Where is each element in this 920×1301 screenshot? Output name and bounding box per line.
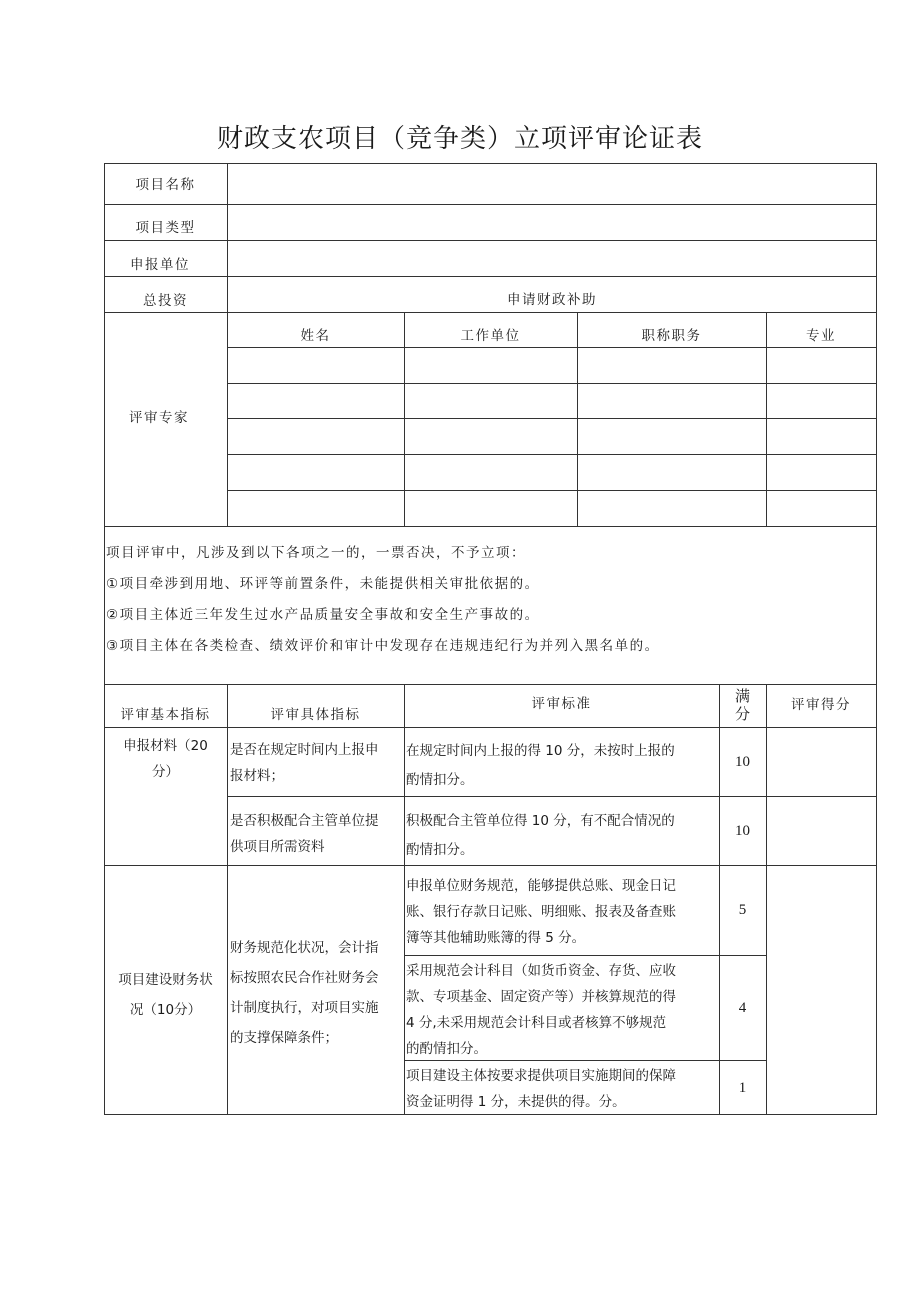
score-header-specific: 评审具体指标: [270, 707, 361, 723]
standard-line: 采用规范会计科目（如货币资金、存货、应收: [406, 963, 676, 979]
standard-line: 账、银行存款日记账、明细账、报表及备查账: [406, 904, 676, 920]
project-name-label: 项目名称: [135, 177, 196, 193]
group-basic-indicator: [104, 965, 227, 1025]
expert-col-specialty: 专业: [806, 328, 836, 344]
expert-col-name: 姓名: [300, 328, 331, 344]
standard-line: 款、专项基金、固定资产等）并核算规范的得: [406, 989, 676, 1005]
full-score: 5: [738, 902, 747, 918]
specific-line: 是否在规定时间内上报申: [230, 742, 379, 758]
score-header-full-a: 满: [734, 687, 750, 705]
standard-line: 在规定时间内上报的得 10 分，未按时上报的: [406, 743, 675, 759]
full-score: 4: [738, 1000, 747, 1016]
score-header-basic: 评审基本指标: [120, 707, 211, 723]
applicant-label: 申报单位: [130, 257, 190, 273]
specific-line: 标按照农民合作社财务会: [230, 970, 379, 986]
group-basic-line: 分）: [152, 764, 179, 780]
standard-text: [406, 807, 675, 865]
standard-text: [406, 737, 675, 795]
specific-line: 财务规范化状况，会计指: [230, 940, 379, 956]
veto-item: ①项目牵涉到用地、环评等前置条件，未能提供相关审批依据的。: [106, 576, 540, 592]
veto-item: ②项目主体近三年发生过水产品质量安全事故和安全生产事故的。: [106, 607, 540, 623]
standard-line: 资金证明得 1 分，未提供的得。分。: [406, 1094, 626, 1110]
specific-line: 计制度执行，对项目实施: [230, 1000, 379, 1016]
standard-line: 酌情扣分。: [406, 842, 474, 858]
standard-line: 积极配合主管单位得 10 分，有不配合情况的: [406, 813, 675, 829]
expert-col-workplace: 工作单位: [460, 328, 521, 344]
specific-indicator: [230, 737, 379, 789]
expert-col-title: 职称职务: [641, 328, 702, 344]
specific-indicator: [230, 933, 379, 1053]
standard-line: 的酌情扣分。: [406, 1041, 487, 1057]
group-basic-line: 况（10分）: [129, 1002, 202, 1018]
score-header-score: 评审得分: [791, 697, 851, 713]
specific-line: 的支撑保障条件；: [230, 1030, 338, 1046]
standard-text: [406, 958, 676, 1062]
project-type-label: 项目类型: [135, 220, 196, 236]
score-header-standard: 评审标准: [531, 696, 592, 712]
experts-label: 评审专家: [129, 410, 189, 426]
standard-line: 申报单位财务规范，能够提供总账、现金日记: [406, 878, 676, 894]
group-basic-indicator: [104, 733, 227, 785]
specific-line: 是否积极配合主管单位提: [230, 813, 379, 829]
specific-line: 供项目所需资料: [230, 839, 325, 855]
standard-line: 4 分,未采用规范会计科目或者核算不够规范: [406, 1015, 667, 1031]
group-basic-line: 申报材料（20: [123, 738, 208, 754]
score-header-full: [719, 687, 766, 723]
standard-text: [406, 1063, 676, 1115]
standard-text: [406, 873, 676, 951]
full-score: 10: [735, 823, 750, 839]
full-score: 10: [735, 754, 750, 770]
total-investment-label: 总投资: [143, 293, 188, 309]
group-basic-line: 项目建设财务状: [118, 972, 213, 988]
score-header-full-b: 分: [734, 705, 750, 723]
full-score: 1: [738, 1080, 747, 1096]
specific-line: 报材料；: [230, 768, 284, 784]
review-form-table: [104, 163, 877, 1115]
specific-indicator: [230, 808, 379, 860]
standard-line: 项目建设主体按要求提供项目实施期间的保障: [406, 1068, 676, 1084]
page-title: 财政支农项目（竞争类）立项评审论证表: [216, 124, 703, 154]
standard-line: 簿等其他辅助账簿的得 5 分。: [406, 930, 586, 946]
subsidy-label: 申请财政补助: [507, 292, 597, 308]
veto-item: ③项目主体在各类检查、绩效评价和审计中发现存在违规违纪行为并列入黑名单的。: [106, 638, 660, 654]
veto-intro: 项目评审中，凡涉及到以下各项之一的，一票否决，不予立项：: [106, 545, 526, 561]
standard-line: 酌情扣分。: [406, 772, 474, 788]
